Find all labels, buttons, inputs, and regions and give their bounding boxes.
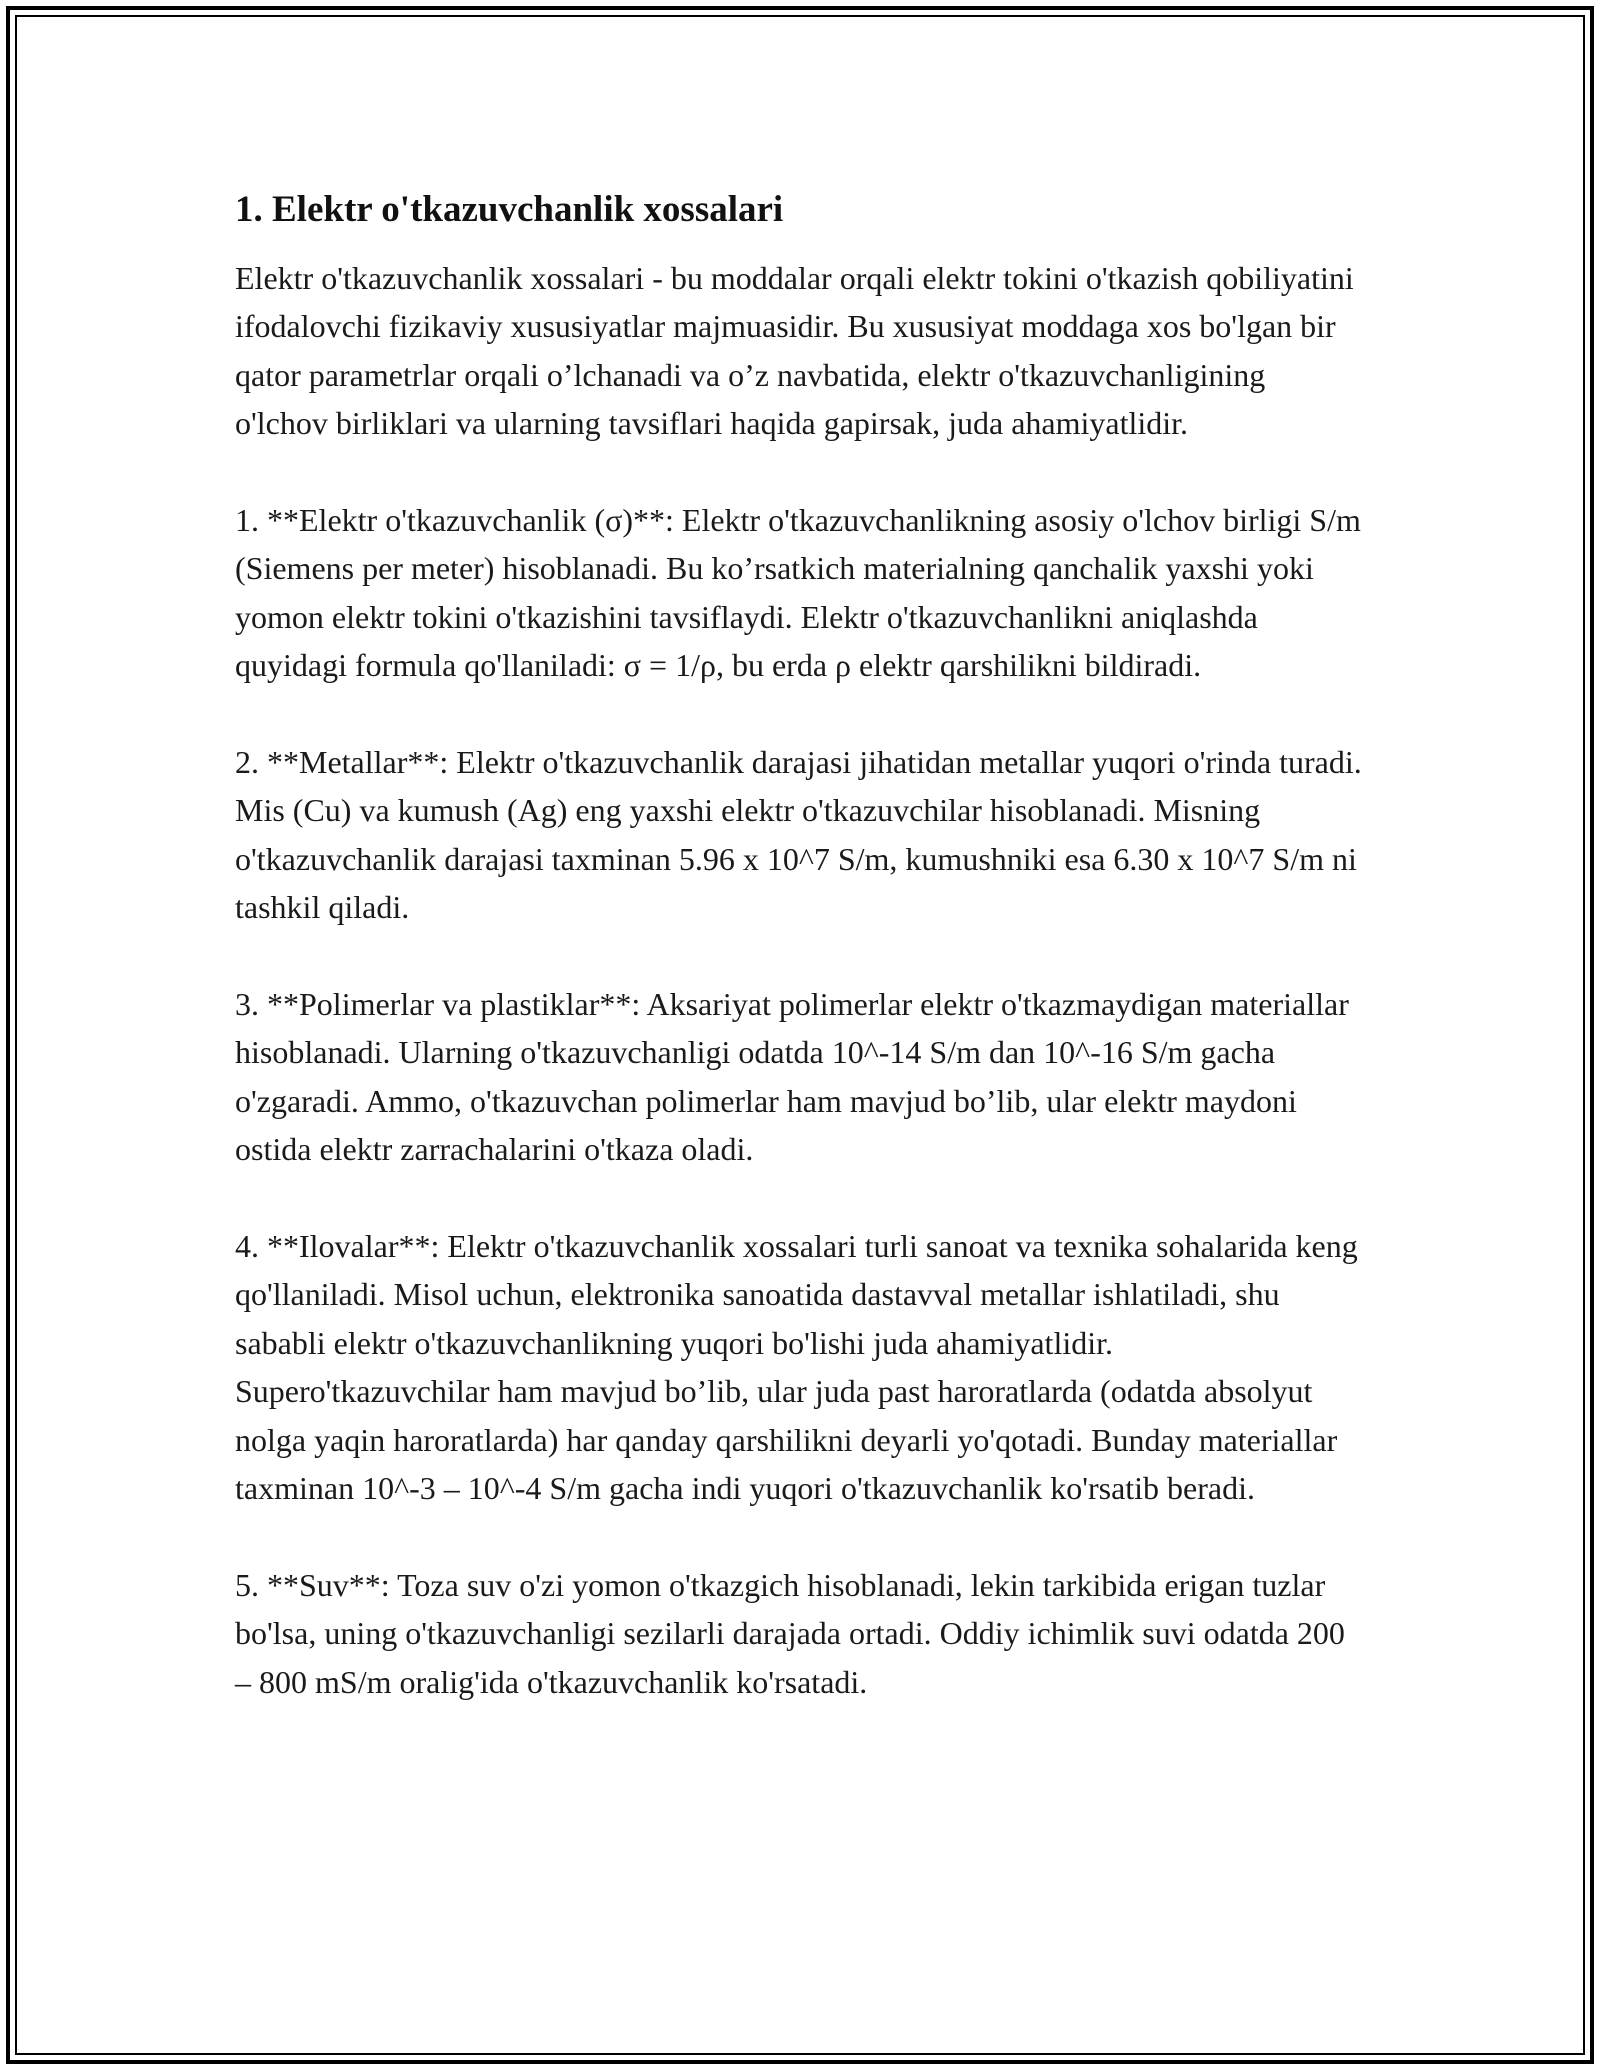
paragraph-polymers: 3. **Polimerlar va plastiklar**: Aksariyat polimerlar elektr o'tkazmaydigan materiallar hisoblanadi. Ularning o'tkazuvchanligi odatda 10^-14 S/m dan 10^-16 S/m gacha o'zgaradi. Ammo, o'tkazuvchan polimerlar ham mavjud bo’lib, ular elektr maydoni ostida elektr zarrachalarini o'tkaza oladi. (235, 986, 1349, 1168)
paragraph-water: 5. **Suv**: Toza suv o'zi yomon o'tkazgich hisoblanadi, lekin tarkibida erigan tuzlar bo'lsa, uning o'tkazuvchanligi sezilarli darajada ortadi. Oddiy ichimlik suvi odatda 200 – 800 mS/m oralig'ida o'tkazuvchanlik ko'rsatadi. (235, 1566, 1345, 1700)
section-heading: 1. Elektr o'tkazuvchanlik xossalari (235, 189, 784, 230)
paragraph-applications: 4. **Ilovalar**: Elektr o'tkazuvchanlik xossalari turli sanoat va texnika sohalarida keng qo'llaniladi. Misol uchun, elektronika sanoatida dastavval metallar ishlatiladi, shu sababli elektr o'tkazuvchanlikning yuqori bo'lishi juda ahamiyatlidir. Supero'tkazuvchilar ham mavjud bo’lib, ular juda past haroratlarda (odatda absolyut nolga yaqin haroratlarda) har qanday qarshilikni deyarli yo'qotadi. Bunday materiallar taxminan 10^-3 – 10^-4 S/m gacha indi yuqori o'tkazuvchanlik ko'rsatib beradi. (235, 1228, 1358, 1507)
intro-paragraph: Elektr o'tkazuvchanlik xossalari - bu moddalar orqali elektr tokini o'tkazish qobiliyatini ifodalovchi fizikaviy xususiyatlar majmuasidir. Bu xususiyat moddaga xos bo'lgan bir qator parametrlar orqali o’lchanadi va o’z navbatida, elektr o'tkazuvchanligining o'lchov birliklari va ularning tavsiflari haqida gapirsak, juda ahamiyatlidir. (235, 260, 1354, 442)
paragraph-conductivity: 1. **Elektr o'tkazuvchanlik (σ)**: Elektr o'tkazuvchanlikning asosiy o'lchov birligi S/m (Siemens per meter) hisoblanadi. Bu ko’rsatkich materialning qanchalik yaxshi yoki yomon elektr tokini o'tkazishini tavsiflaydi. Elektr o'tkazuvchanlikni aniqlashda quyidagi formula qo'llaniladi: σ = 1/ρ, bu erda ρ elektr qarshilikni bildiradi. (235, 502, 1361, 684)
document-body (235, 186, 1365, 1755)
paragraph-metals: 2. **Metallar**: Elektr o'tkazuvchanlik darajasi jihatidan metallar yuqori o'rinda turadi. Mis (Cu) va kumush (Ag) eng yaxshi elektr o'tkazuvchilar hisoblanadi. Misning o'tkazuvchanlik darajasi taxminan 5.96 x 10^7 S/m, kumushniki esa 6.30 x 10^7 S/m ni tashkil qiladi. (235, 744, 1362, 926)
